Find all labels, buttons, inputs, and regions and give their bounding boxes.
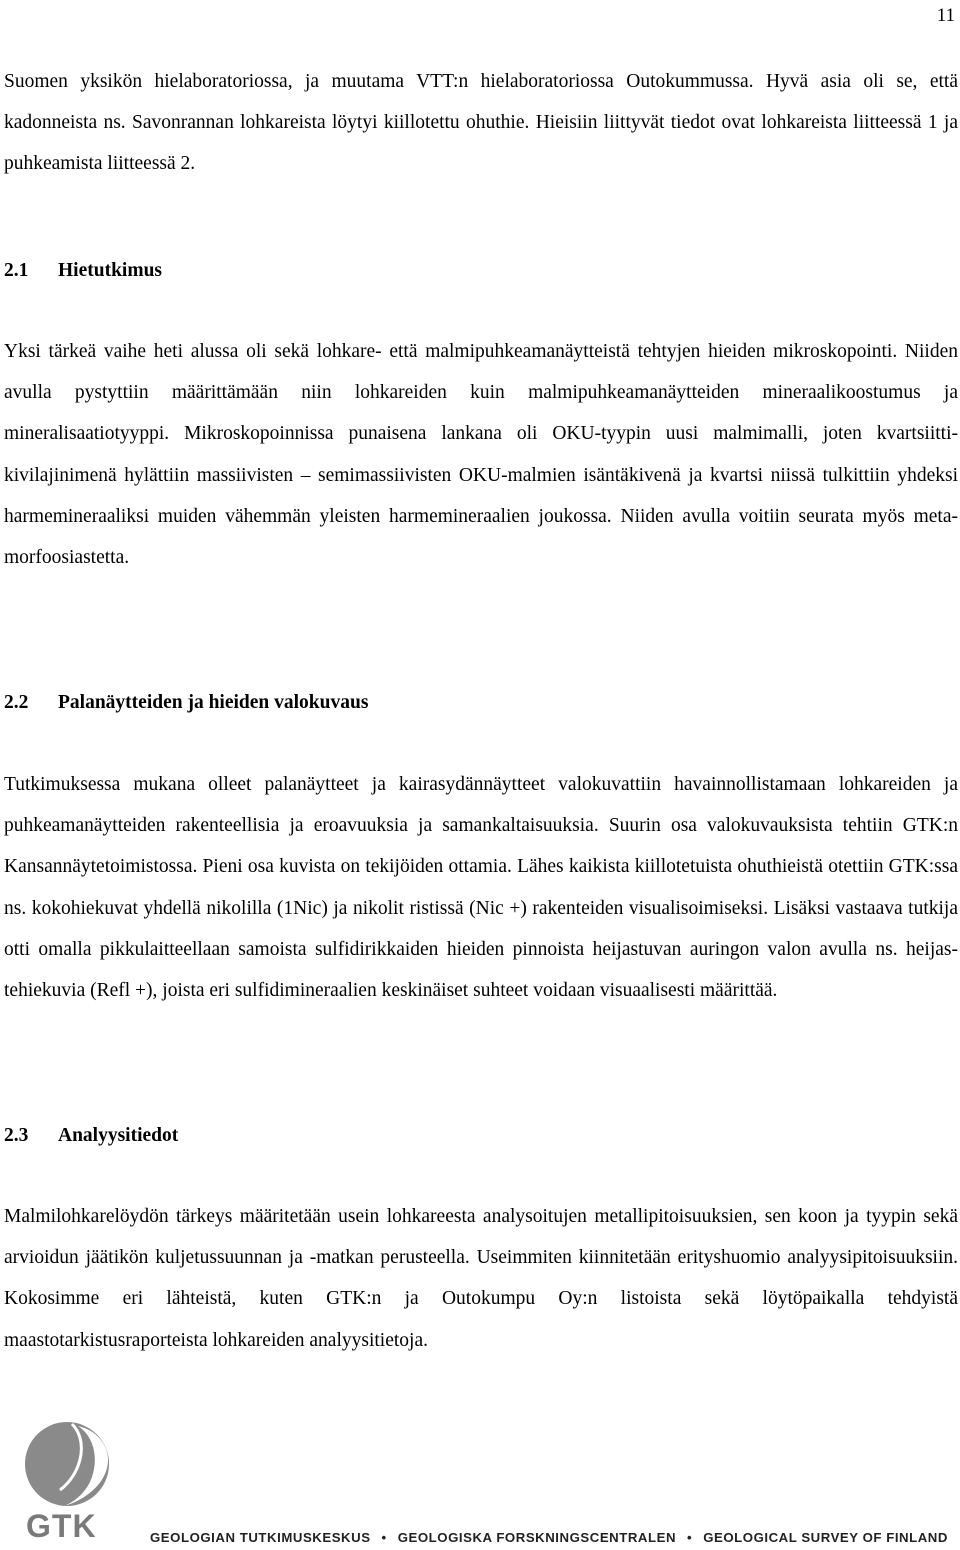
separator-dot: •	[381, 1530, 387, 1545]
section-title: Palanäytteiden ja hieiden valokuvaus	[58, 692, 369, 713]
section-number: 2.2	[4, 692, 29, 713]
gtk-logo-text: GTK	[26, 1508, 97, 1544]
paragraph-intro-continuation: Suomen yksikön hielaboratoriossa, ja muutama VTT:n hielaboratoriossa Outokummussa. Hyvä asia oli se, että kadonneista ns. Savonrannan lohkareista löytyi kiillotettu ohuthie. Hieisiin liittyvät tiedot ovat lohkareista liitteessä 1 ja puhkeamista liitteessä 2.	[4, 71, 958, 175]
organization-names	[150, 1530, 956, 1545]
section-number: 2.1	[4, 260, 29, 281]
paragraph-hietutkimus: Yksi tärkeä vaihe heti alussa oli sekä lohkare- että malmipuhkeamanäytteistä tehtyjen hieiden mikroskopointi. Niiden avulla pystyttiin määrittämään niin lohkareiden kuin malmipuhkeamanäytteiden mineraalikoostumus ja mineralisaatiotyyppi. Mikroskopoinnissa punaisena lankana oli OKU-tyypin uusi malmimalli, joten kvartsiitti-kivilajinimenä hylättiin massiivisten – semimassiivisten OKU-malmien isäntäkivenä ja kvartsi niissä tulkittiin yhdeksi harmemineraaliksi muiden vähemmän yleisten harmemineraalien joukossa. Niiden avulla voitiin seurata myös metamorfoosiastetta.	[4, 341, 958, 569]
gtk-logo-icon	[24, 1420, 114, 1508]
org-name-sv: GEOLOGISKA FORSKNINGSCENTRALEN	[397, 1530, 677, 1545]
section-heading-2-3	[4, 1124, 178, 1148]
page-number: 11	[936, 5, 955, 26]
section-title: Analyysitiedot	[58, 1125, 179, 1146]
section-title: Hietutkimus	[58, 260, 163, 281]
paragraph-analyysitiedot: Malmilohkarelöydön tärkeys määritetään usein lohkareesta analysoitujen metallipitoisuuksien, sen koon ja tyypin sekä arvioidun jäätikön kuljetussuunnan ja -matkan perusteella. Useimmiten kiinnitetään erityshuomio analyysipitoisuuksiin. Kokosimme eri lähteistä, kuten GTK:n ja Outokumpu Oy:n listoista sekä löytöpaikalla tehdyistä maastotarkistusraporteista lohkareiden analyysitietoja.	[4, 1206, 958, 1351]
section-number: 2.3	[4, 1125, 29, 1146]
org-name-fi: GEOLOGIAN TUTKIMUSKESKUS	[150, 1530, 371, 1545]
page-footer	[0, 1418, 960, 1550]
section-heading-2-2	[4, 691, 368, 715]
org-name-en: GEOLOGICAL SURVEY OF FINLAND	[703, 1530, 948, 1545]
paragraph-valokuvaus: Tutkimuksessa mukana olleet palanäytteet ja kairasydännäytteet valokuvattiin havainnollistamaan lohkareiden ja puhkeamanäytteiden rakenteellisia ja eroavuuksia ja samankaltaisuuksia. Suurin osa valokuvauksista tehtiin GTK:n Kansannäytetoimistossa. Pieni osa kuvista on tekijöiden ottamia. Lähes kaikista kiillotetuista ohuthieistä otettiin GTK:ssa ns. kokohiekuvat yhdellä nikolilla (1Nic) ja nikolit ristissä (Nic +) rakenteiden visualisoimiseksi. Lisäksi vastaava tutkija otti omalla pikkulaitteellaan samoista sulfidirikkaiden hieiden pinnoista heijastuvan auringon valon avulla ns. heijastehiekuvia (Refl +), joista eri sulfidimineraalien keskinäiset suhteet voidaan visuaalisesti määrittää.	[4, 774, 958, 1002]
section-heading-2-1	[4, 259, 162, 283]
separator-dot: •	[687, 1530, 693, 1545]
